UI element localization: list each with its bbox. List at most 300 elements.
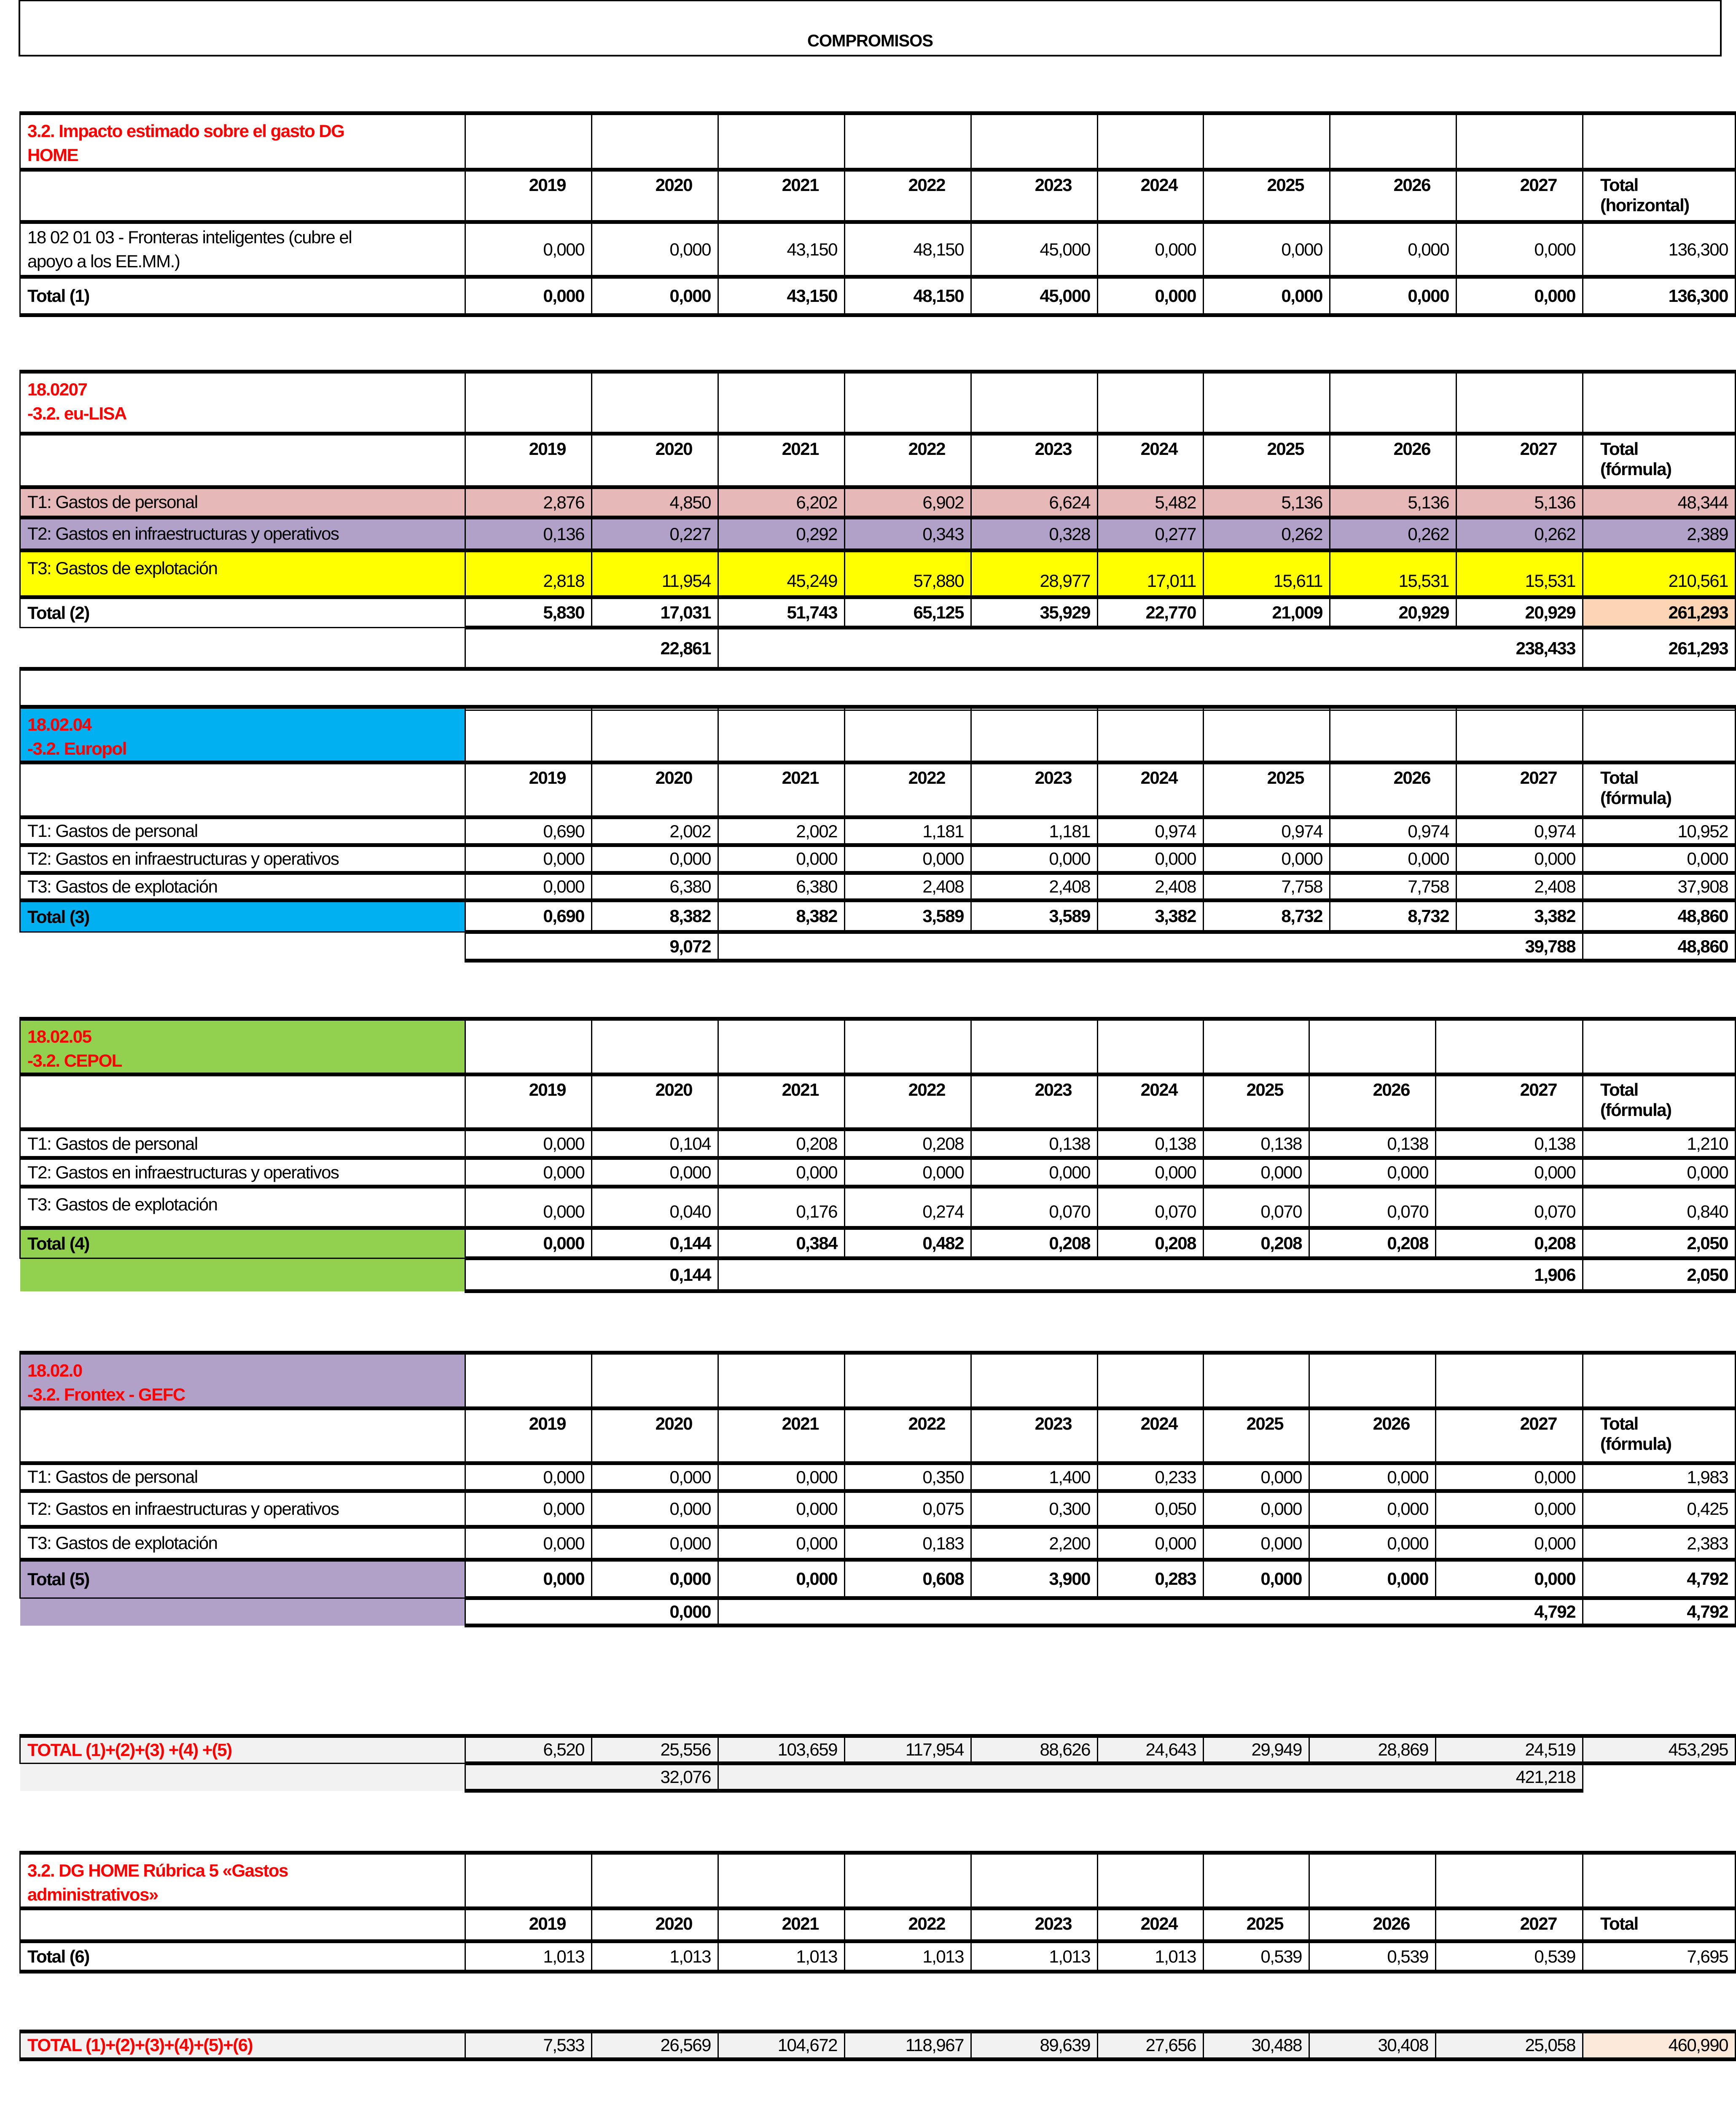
row-label: Total (3)	[20, 901, 465, 932]
value-cell: 0,070	[971, 1187, 1098, 1228]
value-cell: 15,531	[1457, 551, 1583, 597]
value-cell: 1,013	[971, 1941, 1098, 1972]
subtotal-first: 0,144	[465, 1258, 718, 1291]
table-row	[20, 763, 1736, 817]
section-title-line2: -3.2. Frontex - GEFC	[27, 1384, 185, 1404]
total-header-line2: (fórmula)	[1600, 1434, 1672, 1454]
year-header: 2026	[1309, 1075, 1436, 1129]
row-total-cell: 48,344	[1583, 487, 1736, 518]
year-header: 2024	[1098, 1909, 1204, 1941]
value-cell: 0,208	[1098, 1228, 1204, 1258]
value-cell: 0,208	[1436, 1228, 1583, 1258]
value-cell: 0,000	[1436, 1463, 1583, 1491]
year-header: 2027	[1436, 1909, 1583, 1941]
total-header-line1: Total	[1600, 768, 1638, 788]
empty-cell	[1204, 1353, 1309, 1409]
year-header: 2025	[1204, 1909, 1309, 1941]
empty-cell	[20, 763, 465, 817]
empty-cell	[1204, 707, 1330, 763]
section-eu-lisa	[19, 370, 1736, 711]
value-cell: 20,929	[1457, 597, 1583, 628]
section-title-line1: 3.2. DG HOME Rúbrica 5 «Gastos	[27, 1861, 288, 1880]
value-cell: 0,138	[1309, 1129, 1436, 1158]
subtotal-rest: 39,788	[718, 932, 1583, 961]
year-header: 2020	[592, 1075, 718, 1129]
year-header: 2020	[592, 1909, 718, 1941]
table-row	[20, 1853, 1736, 1909]
table-row	[20, 707, 1736, 763]
row-label	[20, 222, 465, 277]
table-row	[20, 1158, 1736, 1187]
table-row	[20, 487, 1736, 518]
subtotal-rest: 238,433	[718, 628, 1583, 669]
row-total-cell: 136,300	[1583, 277, 1736, 315]
empty-cell	[1583, 1764, 1736, 1791]
row-label: T3: Gastos de explotación	[20, 1527, 465, 1560]
table-row	[20, 2032, 1736, 2060]
value-cell: 6,520	[465, 1736, 592, 1764]
value-cell: 0,000	[1309, 1560, 1436, 1598]
value-cell: 3,382	[1457, 901, 1583, 932]
value-cell: 1,013	[718, 1941, 845, 1972]
row-total-cell: 2,383	[1583, 1527, 1736, 1560]
empty-cell	[20, 434, 465, 487]
empty-cell	[845, 1353, 971, 1409]
value-cell: 17,011	[1098, 551, 1204, 597]
year-header: 2026	[1309, 1909, 1436, 1941]
value-cell: 43,150	[718, 277, 845, 315]
year-header: 2022	[845, 763, 971, 817]
value-cell: 0,000	[971, 845, 1098, 873]
value-cell: 30,408	[1309, 2032, 1436, 2060]
empty-cell	[592, 1853, 718, 1909]
year-header: 2027	[1457, 170, 1583, 222]
row-label: T2: Gastos en infraestructuras y operativos	[20, 1158, 465, 1187]
value-cell: 6,202	[718, 487, 845, 518]
section-title-line1: 18.0207	[27, 379, 87, 399]
table-row	[20, 1075, 1736, 1129]
value-cell: 0,262	[1330, 518, 1457, 551]
empty-cell	[1098, 372, 1204, 434]
value-cell: 0,233	[1098, 1463, 1204, 1491]
section-title-line1: 18.02.0	[27, 1361, 82, 1380]
value-cell: 1,013	[845, 1941, 971, 1972]
row-total-cell: 4,792	[1583, 1560, 1736, 1598]
grand-total-value: 460,990	[1583, 2032, 1736, 2060]
empty-cell	[718, 1353, 845, 1409]
year-header: 2025	[1204, 434, 1330, 487]
value-cell: 0,539	[1309, 1941, 1436, 1972]
value-cell: 0,070	[1436, 1187, 1583, 1228]
value-cell: 0,690	[465, 817, 592, 845]
value-cell: 0,000	[1457, 277, 1583, 315]
value-cell: 0,000	[592, 1463, 718, 1491]
value-cell: 5,830	[465, 597, 592, 628]
section-total-1-5	[19, 1734, 1736, 1793]
value-cell: 0,262	[1204, 518, 1330, 551]
value-cell: 88,626	[971, 1736, 1098, 1764]
value-cell: 0,000	[1098, 1158, 1204, 1187]
value-cell: 0,000	[465, 1228, 592, 1258]
value-cell: 0,000	[1436, 1527, 1583, 1560]
row-total-cell: 37,908	[1583, 873, 1736, 901]
year-header: 2022	[845, 1075, 971, 1129]
value-cell: 0,138	[971, 1129, 1098, 1158]
year-header: 2023	[971, 1409, 1098, 1463]
empty-cell	[465, 113, 592, 170]
year-header: 2024	[1098, 434, 1204, 487]
empty-cell	[1330, 372, 1457, 434]
empty-cell	[1098, 1019, 1204, 1075]
year-header: 2019	[465, 170, 592, 222]
year-header: 2020	[592, 170, 718, 222]
value-cell: 45,249	[718, 551, 845, 597]
table-row	[20, 1491, 1736, 1527]
total-header	[1583, 1075, 1736, 1129]
empty-cell	[592, 1019, 718, 1075]
section-admin	[19, 1851, 1736, 1974]
empty-cell	[1330, 707, 1457, 763]
total-header	[1583, 1409, 1736, 1463]
section-frontex	[19, 1351, 1736, 1627]
table-row	[20, 1941, 1736, 1972]
value-cell: 0,208	[718, 1129, 845, 1158]
row-label: Total (2)	[20, 597, 465, 628]
year-header: 2025	[1204, 763, 1330, 817]
value-cell: 0,000	[465, 277, 592, 315]
table-row	[20, 518, 1736, 551]
empty-cell	[20, 1258, 465, 1291]
value-cell: 5,136	[1204, 487, 1330, 518]
subtotal-total: 261,293	[1583, 628, 1736, 669]
value-cell: 0,075	[845, 1491, 971, 1527]
section-title-line2: administrativos»	[27, 1884, 158, 1904]
empty-cell	[1330, 113, 1457, 170]
table-row	[20, 277, 1736, 315]
value-cell: 0,000	[592, 1158, 718, 1187]
subtotal-rest: 4,792	[718, 1598, 1583, 1626]
year-header: 2021	[718, 434, 845, 487]
total-header-line2: (horizontal)	[1600, 195, 1689, 215]
empty-cell	[1457, 372, 1583, 434]
empty-cell	[1457, 707, 1583, 763]
year-header: 2026	[1330, 170, 1457, 222]
value-cell: 21,009	[1204, 597, 1330, 628]
year-header: 2024	[1098, 1409, 1204, 1463]
total-header-line1: Total	[1600, 1080, 1638, 1100]
empty-cell	[20, 1409, 465, 1463]
row-total-cell: 2,389	[1583, 518, 1736, 551]
row-label: T1: Gastos de personal	[20, 1129, 465, 1158]
section-dg-home	[19, 111, 1736, 317]
value-cell: 0,000	[1436, 1560, 1583, 1598]
table-row	[20, 817, 1736, 845]
table-row	[20, 597, 1736, 628]
empty-cell	[718, 113, 845, 170]
value-cell: 0,000	[465, 1491, 592, 1527]
subtotal-rest: 421,218	[718, 1764, 1583, 1791]
value-cell: 0,176	[718, 1187, 845, 1228]
table-row	[20, 1909, 1736, 1941]
value-cell: 0,000	[1436, 1158, 1583, 1187]
total-label: TOTAL (1)+(2)+(3) +(4) +(5)	[20, 1736, 465, 1764]
value-cell: 0,974	[1457, 817, 1583, 845]
year-header: 2026	[1330, 434, 1457, 487]
year-header: 2026	[1309, 1409, 1436, 1463]
empty-cell	[465, 1853, 592, 1909]
value-cell: 0,000	[1309, 1491, 1436, 1527]
row-total-cell: 1,983	[1583, 1463, 1736, 1491]
value-cell: 25,058	[1436, 2032, 1583, 2060]
value-cell: 0,974	[1204, 817, 1330, 845]
empty-cell	[971, 1853, 1098, 1909]
empty-cell	[465, 372, 592, 434]
year-header: 2023	[971, 763, 1098, 817]
value-cell: 0,000	[1309, 1463, 1436, 1491]
table-row	[20, 669, 1736, 710]
row-label: Total (1)	[20, 277, 465, 315]
section-title	[20, 1853, 465, 1909]
value-cell: 0,000	[592, 277, 718, 315]
value-cell: 7,758	[1330, 873, 1457, 901]
total-header: Total	[1583, 1909, 1736, 1941]
year-header: 2023	[971, 1075, 1098, 1129]
year-header: 2019	[465, 434, 592, 487]
empty-cell	[20, 1075, 465, 1129]
year-header: 2021	[718, 1409, 845, 1463]
value-cell: 0,000	[465, 873, 592, 901]
value-cell: 0,000	[1204, 845, 1330, 873]
value-cell: 0,328	[971, 518, 1098, 551]
year-header: 2019	[465, 763, 592, 817]
value-cell: 15,611	[1204, 551, 1330, 597]
section-title-line2: -3.2. eu-LISA	[27, 403, 126, 423]
value-cell: 0,000	[465, 1560, 592, 1598]
empty-cell	[465, 1019, 592, 1075]
year-header: 2025	[1204, 1075, 1309, 1129]
value-cell: 0,208	[971, 1228, 1098, 1258]
empty-cell	[1309, 1019, 1436, 1075]
value-cell: 0,000	[465, 1129, 592, 1158]
value-cell: 48,150	[845, 277, 971, 315]
value-cell: 104,672	[718, 2032, 845, 2060]
value-cell: 2,200	[971, 1527, 1098, 1560]
value-cell: 29,949	[1204, 1736, 1309, 1764]
subtotal-total: 48,860	[1583, 932, 1736, 961]
year-header: 2020	[592, 434, 718, 487]
empty-cell	[845, 1019, 971, 1075]
row-total-cell: 48,860	[1583, 901, 1736, 932]
value-cell: 0,070	[1204, 1187, 1309, 1228]
value-cell: 7,533	[465, 2032, 592, 2060]
year-header: 2021	[718, 170, 845, 222]
table-row	[20, 1527, 1736, 1560]
value-cell: 1,181	[845, 817, 971, 845]
section-title	[20, 1019, 465, 1075]
subtotal-rest: 1,906	[718, 1258, 1583, 1291]
value-cell: 0,000	[718, 1463, 845, 1491]
section-cepol	[19, 1017, 1736, 1293]
value-cell: 15,531	[1330, 551, 1457, 597]
value-cell: 6,380	[718, 873, 845, 901]
value-cell: 0,000	[592, 1560, 718, 1598]
value-cell: 4,850	[592, 487, 718, 518]
table-row	[20, 1409, 1736, 1463]
value-cell: 0,183	[845, 1527, 971, 1560]
total-header-line1: Total	[1600, 1414, 1638, 1434]
value-cell: 2,818	[465, 551, 592, 597]
subtotal-first: 22,861	[465, 628, 718, 669]
empty-cell	[20, 1764, 465, 1791]
value-cell: 0,000	[1436, 1491, 1583, 1527]
row-total-cell: 10,952	[1583, 817, 1736, 845]
section-title-line1: 18.02.05	[27, 1027, 91, 1046]
empty-cell	[1098, 1853, 1204, 1909]
value-cell: 8,732	[1330, 901, 1457, 932]
table-row	[20, 113, 1736, 170]
table-row	[20, 434, 1736, 487]
value-cell: 57,880	[845, 551, 971, 597]
value-cell: 118,967	[845, 2032, 971, 2060]
value-cell: 0,974	[1330, 817, 1457, 845]
empty-cell	[20, 170, 465, 222]
row-label: T1: Gastos de personal	[20, 817, 465, 845]
total-header-line2: (fórmula)	[1600, 459, 1672, 479]
row-total-cell: 0,425	[1583, 1491, 1736, 1527]
year-header: 2022	[845, 434, 971, 487]
section-europol	[19, 705, 1736, 963]
value-cell: 0,000	[971, 1158, 1098, 1187]
value-cell: 0,138	[1204, 1129, 1309, 1158]
year-header: 2022	[845, 1409, 971, 1463]
empty-cell	[1204, 1019, 1309, 1075]
value-cell: 0,000	[465, 222, 592, 277]
row-total-cell: 1,210	[1583, 1129, 1736, 1158]
row-label: T3: Gastos de explotación	[20, 1187, 465, 1228]
section-title-line1: 18.02.04	[27, 715, 91, 734]
row-total-cell: 261,293	[1583, 597, 1736, 628]
row-label: Total (4)	[20, 1228, 465, 1258]
table-row	[20, 1228, 1736, 1258]
value-cell: 0,000	[718, 845, 845, 873]
value-cell: 0,000	[1098, 277, 1204, 315]
empty-cell	[1436, 1019, 1583, 1075]
empty-cell	[1098, 113, 1204, 170]
table-row	[20, 222, 1736, 277]
empty-cell	[592, 372, 718, 434]
section-title	[20, 372, 465, 434]
value-cell: 0,040	[592, 1187, 718, 1228]
value-cell: 0,343	[845, 518, 971, 551]
value-cell: 45,000	[971, 277, 1098, 315]
section-title-line2: -3.2. Europol	[27, 738, 126, 758]
empty-cell	[1204, 372, 1330, 434]
empty-cell	[592, 1353, 718, 1409]
value-cell: 5,482	[1098, 487, 1204, 518]
value-cell: 0,208	[1309, 1228, 1436, 1258]
value-cell: 7,758	[1204, 873, 1330, 901]
year-header: 2021	[718, 763, 845, 817]
table-row	[20, 873, 1736, 901]
value-cell: 0,227	[592, 518, 718, 551]
row-label: Total (6)	[20, 1941, 465, 1972]
year-header: 2027	[1457, 763, 1583, 817]
title-box	[19, 0, 1722, 56]
value-cell: 2,002	[592, 817, 718, 845]
value-cell: 0,000	[465, 1158, 592, 1187]
value-cell: 65,125	[845, 597, 971, 628]
value-cell: 17,031	[592, 597, 718, 628]
empty-cell	[592, 113, 718, 170]
empty-cell	[1309, 1353, 1436, 1409]
value-cell: 103,659	[718, 1736, 845, 1764]
value-cell: 28,977	[971, 551, 1098, 597]
empty-cell	[845, 113, 971, 170]
empty-cell	[20, 1598, 465, 1626]
year-header: 2020	[592, 763, 718, 817]
value-cell: 0,000	[718, 1560, 845, 1598]
year-header: 2025	[1204, 170, 1330, 222]
year-header: 2019	[465, 1075, 592, 1129]
empty-cell	[971, 113, 1098, 170]
value-cell: 1,013	[465, 1941, 592, 1972]
row-label: T1: Gastos de personal	[20, 487, 465, 518]
subtotal-total: 2,050	[1583, 1258, 1736, 1291]
value-cell: 0,138	[1098, 1129, 1204, 1158]
row-total-cell: 210,561	[1583, 551, 1736, 597]
empty-cell	[592, 707, 718, 763]
value-cell: 0,262	[1457, 518, 1583, 551]
empty-cell	[20, 1909, 465, 1941]
value-cell: 0,283	[1098, 1560, 1204, 1598]
value-cell: 2,002	[718, 817, 845, 845]
subtotal-total: 4,792	[1583, 1598, 1736, 1626]
year-header: 2024	[1098, 1075, 1204, 1129]
table-row	[20, 372, 1736, 434]
section-title-line2: HOME	[27, 145, 78, 165]
empty-cell	[1583, 707, 1736, 763]
value-cell: 0,482	[845, 1228, 971, 1258]
table-row	[20, 1764, 1736, 1791]
empty-cell	[718, 372, 845, 434]
value-cell: 0,000	[1309, 1158, 1436, 1187]
row-total-cell: 0,000	[1583, 1158, 1736, 1187]
total-header-line1: Total	[1600, 175, 1638, 195]
value-cell: 0,350	[845, 1463, 971, 1491]
value-cell: 3,900	[971, 1560, 1098, 1598]
section-title-line1: 3.2. Impacto estimado sobre el gasto DG	[27, 121, 344, 141]
value-cell: 0,136	[465, 518, 592, 551]
empty-cell	[1204, 113, 1330, 170]
table-row	[20, 628, 1736, 669]
row-total-cell: 136,300	[1583, 222, 1736, 277]
value-cell: 2,408	[1098, 873, 1204, 901]
empty-cell	[1583, 1353, 1736, 1409]
year-header: 2022	[845, 170, 971, 222]
value-cell: 0,000	[1204, 1158, 1309, 1187]
empty-cell	[1098, 707, 1204, 763]
table-row	[20, 845, 1736, 873]
row-label: T2: Gastos en infraestructuras y operativos	[20, 1491, 465, 1527]
value-cell: 3,382	[1098, 901, 1204, 932]
row-label: T2: Gastos en infraestructuras y operativos	[20, 518, 465, 551]
value-cell: 0,000	[1330, 845, 1457, 873]
subtotal-first: 0,000	[465, 1598, 718, 1626]
empty-cell	[718, 707, 845, 763]
value-cell: 0,000	[1204, 277, 1330, 315]
table-row	[20, 1258, 1736, 1291]
value-cell: 0,000	[592, 1491, 718, 1527]
